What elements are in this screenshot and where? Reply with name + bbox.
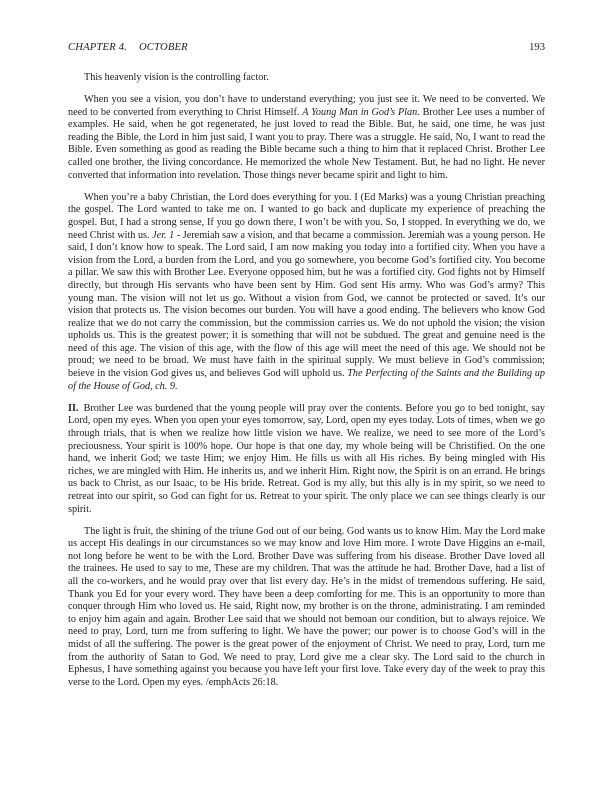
para-controlling-factor [68, 72, 545, 85]
text-segment-normal: When you’re a baby Christian, the Lord does everything for you. I (Ed Marks) was a young Christian preaching the gospel. The Lord wanted to take me on. I wanted to go back and duplicate my experience of preaching the gospel. But, I had a strong sense, If you go down there, I won’t be with you. So, I stopped. In everything we do, we need Christ with us. [68, 191, 545, 241]
text-segment-italic: The Perfecting of the Saints and the Building up of the House of God, ch. 9. [68, 368, 545, 392]
chapter-label: CHAPTER 4. [68, 42, 128, 53]
text-segment-normal: This heavenly vision is the controlling factor. [84, 72, 269, 83]
para-section-ii-pray-over-contents [68, 403, 545, 516]
text-segment-normal: When you see a vision, you don’t have to understand everything; you just see it. We need to be converted. We need to be converted from everything to Christ Himself. [68, 94, 545, 118]
page-body [68, 72, 545, 689]
chapter-title: OCTOBER [138, 42, 188, 53]
para-young-man-in-gods-plan [68, 94, 545, 182]
page-number: 193 [529, 42, 545, 53]
running-header [68, 42, 545, 54]
text-segment-normal: Brother Lee was burdened that the young people will pray over the contents. Before you go to bed tonight, say Lord, open my eyes. When you open your eyes tomorrow, say, Lord, open my eyes today. Lots of times, when we go through trials, that is when we realize how little vision we have. We realize, we need to see more of the Lord’s preciousness. Your spirit is 100% hope. Our hope is that one day, my whole being will be Christified. On the one hand, we inherit God; we taste Him; we enjoy Him. He fills us with all His riches. By being mingled with His riches, we are mingled with Him. He inherits us, and we inherit Him. Right now, the Spirit is on an errand. He brings us back to Christ, as our Isaac, to be His bride. Retreat. God is my ally, but this ally is in my spirit, so we need to retreat into our spirit, so God can fight for us. Retreat to your spirit. The only place we can see things clearly is our spirit. [68, 402, 545, 515]
text-segment-normal: The light is fruit, the shining of the triune God out of our being. God wants us to know Him. May the Lord make us accept His dealings in our circumstances so we may know and love Him more. I wrote Dave Higgins an e-mail, not long before he went to be with the Lord. Brother Dave was suffering from his disease. Brother Dave loved all the trainees. He used to say to me, These are my children. That was the attitude he had. Brother Dave, had a list of all the co-workers, and he would pray over that list every day. He’s in the midst of tremendous suffering. He said, Thank you Ed for your every word. They have been a deep comforting for me. This is an opportunity to more than conquer through Him who loved us. He said, Right now, my brother is on the throne, administrating. I am reminded to enjoy him again and again. Brother Lee said that we should not bemoan our condition, but to always rejoice. We need to pray, Lord, turn me from suffering to light. We have the power; our power is to choose God’s will in the midst of all the suffering. The power is the great power of the enjoyment of Christ. We need to pray, Lord, turn me from the authority of Satan to God. We need to pray, Lord give me a clear sky. The Lord said to the church in Ephesus, I have something against you because you have left your first love. Take every day of the week to pray this verse to the Lord. Open my eyes. /emphActs 26:18. [68, 525, 545, 688]
text-segment-bold: II. [68, 402, 79, 414]
para-jeremiah-fortified-city [68, 192, 545, 394]
para-light-is-fruit [68, 526, 545, 690]
text-segment-normal: - Jeremiah saw a vision, and that became a commission. Jeremiah was a young person. He said, I don’t know how to speak. The Lord said, I am now making you today into a fortified city. When you have a vision from the Lord, a burden from the Lord, and you go somewhere, you become God’s fortified city. You become a pillar. We saw this with Brother Lee. Everyone opposed him, but he was a fortified city. God fights not by Himself directly, but through His servants who have been sent by Him. God sent His army. Who was God’s army? This young man. The vision will not let us go. Without a vision from God, we cannot be protected or saved. It’s our vision that protects us. The vision becomes our burden. You will have a good ending. The believers who know God realize that we do not carry the commission, but the commission carries us. We do not uphold the vision; the vision upholds us. This is the greatest power; it is something that will not be subdued. The great and genuine need is the need of this age. The vision of this age, with the flow of this age will meet the need of this age. We should not be proud; we need to be broad. We must have faith in the spiritual supply. We must believe in God’s commission; beieve in the vision God gives us, and believes God will uphold us. [68, 229, 545, 380]
text-segment-normal: Brother Lee uses a number of examples. He said, when he got regenerated, he just loved to read the Bible. But, he said, one time, he was just reading the Bible, the Lord in him just said, I want you to pray. There was a struggle. He said, No, I want to read the Bible. Even something as good as reading the Bible became such a thing to him that it replaced Christ. Brother Lee called one brother, the living concordance. He memorized the whole New Testament. But, he had no light. He never converted that information into revelation. Those things never became spirit and light to him. [68, 106, 545, 181]
text-segment-italic: A Young Man in God’s Plan. [302, 106, 420, 118]
text-segment-italic: Jer. 1 [152, 229, 175, 241]
chapter-heading [68, 42, 188, 54]
